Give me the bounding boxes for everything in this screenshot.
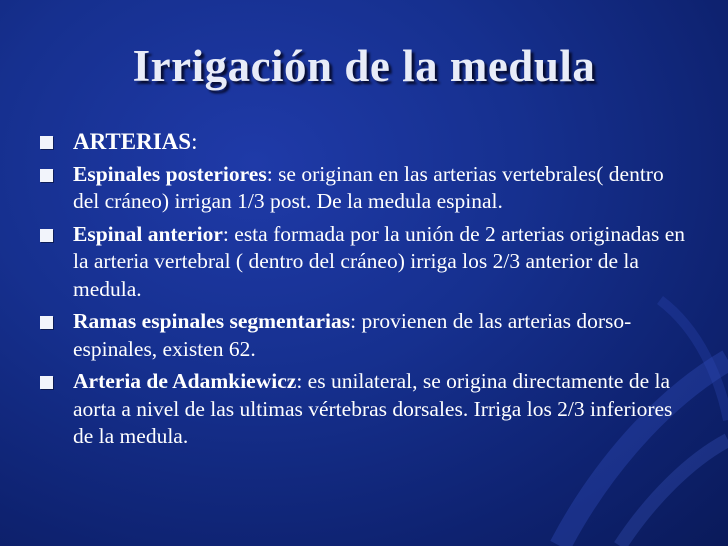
list-item-heading: ARTERIAS bbox=[73, 129, 192, 154]
list-item-text: : bbox=[191, 129, 198, 154]
list-item-text: : provienen de las arterias dorso-espinales, existen 62. bbox=[73, 309, 632, 361]
list-item-text: : se originan en las arterias vertebrales( dentro del cráneo) irrigan 1/3 post. De la medula espinal. bbox=[73, 161, 664, 213]
square-bullet-icon bbox=[40, 169, 53, 182]
square-bullet-icon bbox=[40, 376, 53, 389]
list-item-text: : es unilateral, se origina directamente de la aorta a nivel de las ultimas vértebras dorsales. Irriga los 2/3 inferiores de la medula. bbox=[73, 369, 673, 448]
square-bullet-icon bbox=[40, 136, 53, 149]
list-item-text: : esta formada por la unión de 2 arterias originadas en la arteria vertebral ( dentro del cráneo) irriga los 2/3 anterior de la medula. bbox=[73, 221, 686, 301]
square-bullet-icon bbox=[40, 229, 53, 242]
square-bullet-icon bbox=[40, 316, 53, 329]
bullet-list bbox=[40, 128, 690, 456]
list-item bbox=[40, 128, 690, 156]
list-item bbox=[40, 221, 690, 304]
page-title: Irrigación de la medula bbox=[132, 41, 596, 91]
list-item-heading: Arteria de Adamkiewicz bbox=[73, 369, 297, 393]
list-item-heading: Espinal anterior bbox=[73, 221, 223, 246]
list-item bbox=[40, 368, 690, 451]
list-item bbox=[40, 308, 690, 363]
list-item bbox=[40, 161, 690, 216]
list-item-heading: Espinales posteriores bbox=[73, 161, 267, 186]
list-item-heading: Ramas espinales segmentarias bbox=[73, 309, 351, 333]
